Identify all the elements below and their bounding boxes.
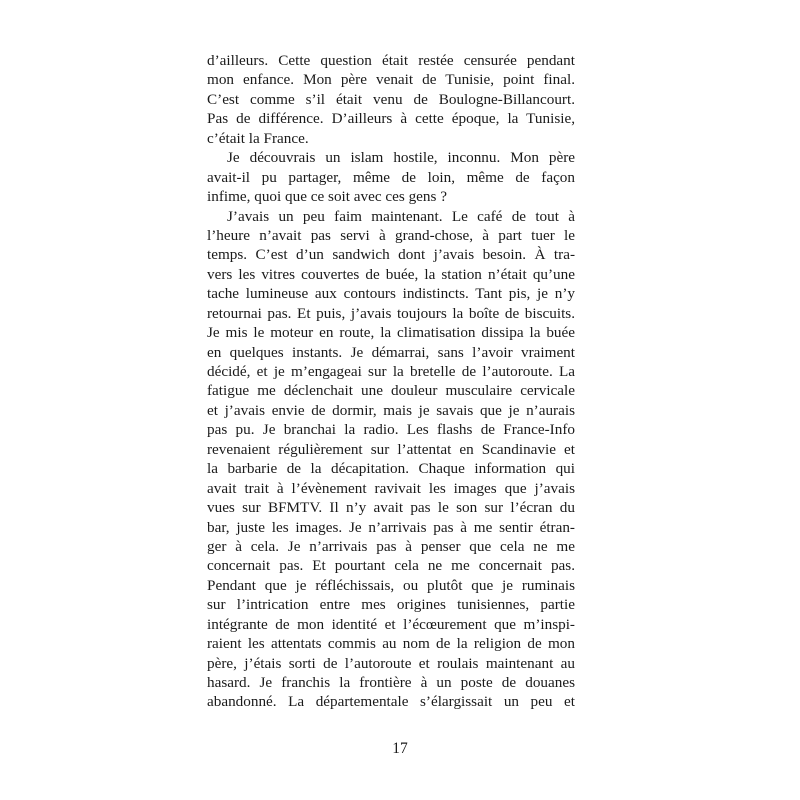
text-line: Pas de différence. D’ailleurs à cette époque, la Tunisie, [207,110,575,128]
text-line: avait-il pu partager, même de loin, même de façon [207,168,575,186]
text-line: infime, quoi que ce soit avec ces gens ? [207,188,447,206]
text-line: Je découvrais un islam hostile, inconnu. Mon père [227,149,575,167]
text-line: en quelques instants. Je démarrai, sans l’avoir vraiment [207,343,575,361]
text-line: décidé, et je m’engageai sur la bretelle de l’autoroute. La [207,363,575,380]
text-line: c’était la France. [207,129,309,147]
text-line: retournai pas. Et puis, j’avais toujours la boîte de biscuits. [207,304,575,322]
text-line: mon enfance. Mon père venait de Tunisie, point final. [207,71,575,89]
text-line: sur l’intrication entre mes origines tunisiennes, partie [207,596,575,614]
text-line: pas pu. Je branchai la radio. Les flashs de France-Info [207,421,575,439]
text-line: J’avais un peu faim maintenant. Le café de tout à [227,207,575,225]
text-line: la barbarie de la décapitation. Chaque information qui [207,460,575,478]
text-line: d’ailleurs. Cette question était restée censurée pendant [207,52,575,69]
text-line: Pendant que je réfléchissais, ou plutôt que je ruminais [207,576,575,594]
text-line: C’est comme s’il était venu de Boulogne-Billancourt. [207,90,575,108]
text-line: vers les vitres couvertes de buée, la station n’était qu’une [207,265,575,283]
text-line: intégrante de mon identité et l’écœurement que m’inspi- [207,615,575,633]
page-number: 17 [392,740,408,757]
text-line: raient les attentats commis au nom de la religion de mon [207,635,575,653]
text-line: abandonné. La départementale s’élargissait un peu et [207,693,575,711]
text-line: bar, juste les images. Je n’arrivais pas à me sentir étran- [207,518,575,536]
text-line: avait trait à l’évènement ravivait les images que j’avais [207,479,575,497]
text-line: et j’avais envie de dormir, mais je savais que je n’aurais [207,401,575,419]
text-line: père, j’étais sorti de l’autoroute et roulais maintenant au [207,654,575,672]
text-line: fatigue me déclenchait une douleur musculaire cervicale [207,382,575,400]
text-line: hasard. Je franchis la frontière à un poste de douanes [207,674,575,691]
text-line: concernait pas. Et pourtant cela ne me concernait pas. [207,557,575,575]
body-text [207,51,575,712]
text-line: temps. C’est d’un sandwich dont j’avais besoin. À tra- [207,246,575,264]
text-line: vues sur BFMTV. Il n’y avait pas le son sur l’écran du [207,499,575,517]
text-line: l’heure n’avait pas servi à grand-chose, à part tuer le [207,226,575,244]
text-line: revenaient régulièrement sur l’attentat en Scandinavie et [207,440,575,458]
text-line: ger à cela. Je n’arrivais pas à penser que cela ne me [207,537,575,555]
text-line: Je mis le moteur en route, la climatisation dissipa la buée [207,324,575,342]
text-line: tache lumineuse aux contours indistincts. Tant pis, je n’y [207,285,575,303]
